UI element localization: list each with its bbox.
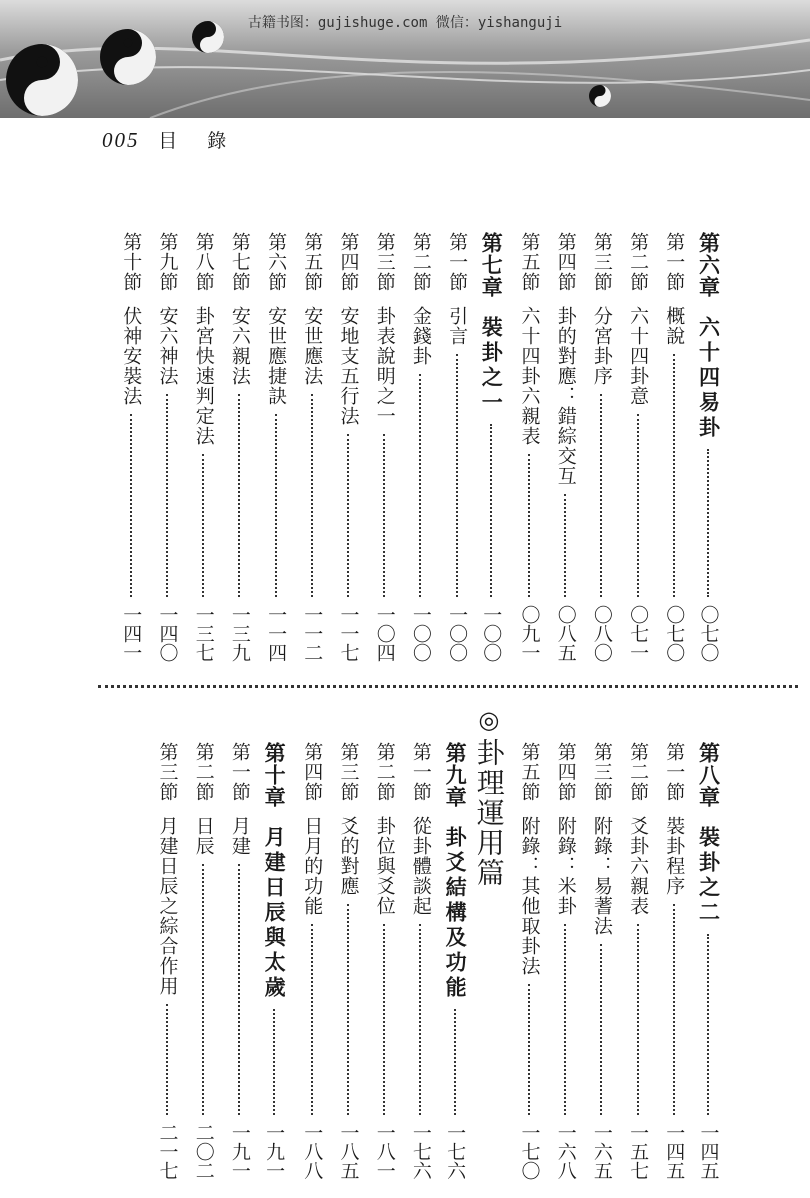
dot-leader (600, 394, 602, 597)
section-title: 六十四卦意 (627, 306, 650, 406)
dot-leader (564, 494, 566, 597)
page-ref: 一九一 (228, 1123, 251, 1180)
dot-leader (202, 864, 204, 1115)
page-ref: 〇七〇 (697, 605, 720, 662)
section-number: 第七節 (228, 232, 251, 292)
page-ref: 一四五 (663, 1123, 686, 1180)
page-ref: 二一七 (156, 1123, 179, 1180)
page-ref: 一九一 (263, 1123, 286, 1180)
dot-leader (166, 1004, 168, 1115)
section-title: 從卦體談起 (409, 816, 432, 916)
dot-leader (528, 454, 530, 597)
section-number: 第一節 (446, 232, 469, 292)
part-mark-icon: ◎ (474, 706, 503, 734)
toc-section-entry[interactable] (294, 232, 330, 662)
section-number: 第四節 (554, 742, 577, 802)
page-title: 目 錄 (158, 130, 239, 152)
page-ref: 一八八 (301, 1123, 324, 1180)
chapter-number: 第九章 (443, 742, 468, 808)
section-number: 第五節 (518, 742, 541, 802)
section-title: 卦宮快速判定法 (192, 306, 215, 446)
page-ref: 一三七 (192, 605, 215, 662)
dot-leader (673, 354, 675, 597)
toc-section-entry[interactable] (547, 232, 583, 662)
toc-chapter-entry[interactable] (688, 232, 728, 662)
section-title: 伏神安裝法 (120, 306, 143, 406)
section-title: 日辰 (192, 816, 215, 856)
dot-leader (564, 924, 566, 1115)
section-number: 第二節 (409, 232, 432, 292)
page-ref: 一六八 (554, 1123, 577, 1180)
section-number: 第三節 (337, 742, 360, 802)
page-ref: 一〇四 (373, 605, 396, 662)
section-number: 第四節 (337, 232, 360, 292)
page-ref: 〇七一 (627, 605, 650, 662)
toc-chapter-entry[interactable] (254, 742, 294, 1180)
toc-section-entry[interactable] (221, 742, 257, 1180)
page-ref: 〇九一 (518, 605, 541, 662)
page-ref: 一七〇 (518, 1123, 541, 1180)
toc-section-entry[interactable] (185, 232, 221, 662)
section-title: 安世應法 (301, 306, 324, 386)
toc-section-entry[interactable] (149, 232, 185, 662)
page-ref: 一四五 (697, 1123, 720, 1180)
page-ref: 一一二 (301, 605, 324, 662)
dot-leader (454, 1009, 456, 1115)
page-ref: 〇八〇 (590, 605, 613, 662)
toc-section-entry[interactable] (366, 232, 402, 662)
toc-section-entry[interactable] (113, 232, 149, 662)
section-title: 卦位與爻位 (373, 816, 396, 916)
toc-section-entry[interactable] (402, 232, 438, 662)
section-number: 第九節 (156, 232, 179, 292)
dot-leader (673, 904, 675, 1115)
section-title: 爻的對應 (337, 816, 360, 896)
section-number: 第四節 (301, 742, 324, 802)
dot-leader (311, 924, 313, 1115)
toc-section-entry[interactable] (439, 232, 475, 662)
dot-leader (273, 1009, 275, 1115)
dot-leader (528, 984, 530, 1115)
section-title: 附錄：其他取卦法 (518, 816, 541, 976)
dot-leader (490, 424, 492, 597)
toc-section-entry[interactable] (258, 232, 294, 662)
chapter-number: 第七章 (479, 232, 504, 298)
chapter-title: 月建日辰與太歲 (262, 826, 287, 1001)
toc-chapter-entry[interactable] (688, 742, 728, 1180)
section-number: 第三節 (373, 232, 396, 292)
page-ref: 一〇〇 (446, 605, 469, 662)
section-title: 分宮卦序 (590, 306, 613, 386)
section-number: 第一節 (663, 232, 686, 292)
page-ref: 一八五 (337, 1123, 360, 1180)
section-number: 第十節 (120, 232, 143, 292)
page-header (102, 126, 238, 153)
section-title: 引言 (446, 306, 469, 346)
dotted-separator (98, 685, 798, 688)
header-banner (0, 0, 810, 118)
toc-section-entry[interactable] (620, 742, 656, 1180)
toc-section-entry[interactable] (547, 742, 583, 1180)
dot-leader (419, 924, 421, 1115)
page-ref: 一六五 (590, 1123, 613, 1180)
watermark-text: 古籍书图：gujishuge.com 微信：yishanguji (247, 15, 563, 31)
section-number: 第一節 (663, 742, 686, 802)
page-ref: 一三九 (228, 605, 251, 662)
section-title: 爻卦六親表 (627, 816, 650, 916)
toc-section-entry[interactable] (583, 232, 619, 662)
section-title: 金錢卦 (409, 306, 432, 366)
dot-leader (130, 414, 132, 597)
page-ref: 一七六 (409, 1123, 432, 1180)
page-ref: 二〇二 (192, 1123, 215, 1180)
dot-leader (419, 374, 421, 597)
section-number: 第五節 (301, 232, 324, 292)
section-number: 第一節 (228, 742, 251, 802)
dot-leader (456, 354, 458, 597)
page-ref: 一〇〇 (409, 605, 432, 662)
page-ref: 〇七〇 (663, 605, 686, 662)
section-title: 安地支五行法 (337, 306, 360, 426)
page-ref: 一四一 (120, 605, 143, 662)
page-ref: 一五七 (627, 1123, 650, 1180)
chapter-title: 六十四易卦 (696, 316, 721, 441)
dot-leader (347, 904, 349, 1115)
toc-section-entry[interactable] (366, 742, 402, 1180)
section-title: 裝卦程序 (663, 816, 686, 896)
section-number: 第六節 (265, 232, 288, 292)
section-title: 附錄：易蓍法 (590, 816, 613, 936)
dot-leader (238, 864, 240, 1115)
chapter-number: 第八章 (696, 742, 721, 808)
section-number: 第一節 (409, 742, 432, 802)
section-number: 第二節 (373, 742, 396, 802)
dot-leader (238, 394, 240, 597)
section-title: 卦表說明之一 (373, 306, 396, 426)
page-ref: 一〇〇 (480, 605, 503, 662)
toc-section-entry[interactable] (185, 742, 221, 1180)
dot-leader (707, 934, 709, 1115)
page-ref: 一八一 (373, 1123, 396, 1180)
dot-leader (637, 414, 639, 597)
chapter-title: 裝卦之一 (479, 316, 504, 416)
toc-section-entry[interactable] (149, 742, 185, 1180)
page-ref: 一七六 (444, 1123, 467, 1180)
section-title: 月建 (228, 816, 251, 856)
toc-chapter-entry[interactable] (435, 742, 475, 1180)
section-title: 安六親法 (228, 306, 251, 386)
toc-section-entry[interactable] (221, 232, 257, 662)
section-title: 月建日辰之綜合作用 (156, 816, 179, 996)
section-title: 卦的對應：錯綜交互 (554, 306, 577, 486)
chapter-title: 裝卦之二 (696, 826, 721, 926)
section-number: 第五節 (518, 232, 541, 292)
dot-leader (383, 924, 385, 1115)
chapter-number: 第六章 (696, 232, 721, 298)
dot-leader (707, 449, 709, 597)
dot-leader (275, 414, 277, 597)
section-number: 第三節 (590, 742, 613, 802)
toc-section-entry[interactable] (656, 742, 692, 1180)
section-number: 第二節 (192, 742, 215, 802)
part-title: 卦理運用篇 (472, 738, 506, 888)
dot-leader (637, 924, 639, 1115)
page-number: 005 (102, 128, 140, 152)
section-title: 六十四卦六親表 (518, 306, 541, 446)
page-ref: 一一七 (337, 605, 360, 662)
toc-section-entry[interactable] (511, 232, 547, 662)
dot-leader (383, 434, 385, 597)
dot-leader (202, 454, 204, 597)
toc-chapter-entry[interactable] (471, 232, 511, 662)
dot-leader (600, 944, 602, 1115)
section-title: 安六神法 (156, 306, 179, 386)
section-number: 第二節 (627, 742, 650, 802)
page-ref: 一四〇 (156, 605, 179, 662)
dot-leader (166, 394, 168, 597)
toc-section-entry[interactable] (402, 742, 438, 1180)
chapter-title: 卦爻結構及功能 (443, 826, 468, 1001)
dot-leader (347, 434, 349, 597)
section-title: 日月的功能 (301, 816, 324, 916)
toc-section-entry[interactable] (330, 232, 366, 662)
page-ref: 〇八五 (554, 605, 577, 662)
toc-section-entry[interactable] (294, 742, 330, 1180)
toc-section-entry[interactable] (620, 232, 656, 662)
section-number: 第四節 (554, 232, 577, 292)
section-number: 第二節 (627, 232, 650, 292)
page-ref: 一一四 (265, 605, 288, 662)
section-number: 第八節 (192, 232, 215, 292)
chapter-number: 第十章 (262, 742, 287, 808)
toc-section-entry[interactable] (511, 742, 547, 1180)
section-number: 第三節 (590, 232, 613, 292)
toc-section-entry[interactable] (583, 742, 619, 1180)
toc-section-entry[interactable] (330, 742, 366, 1180)
toc-section-entry[interactable] (656, 232, 692, 662)
section-title: 安世應捷訣 (265, 306, 288, 406)
section-title: 概說 (663, 306, 686, 346)
section-title: 附錄：米卦 (554, 816, 577, 916)
dot-leader (311, 394, 313, 597)
section-number: 第三節 (156, 742, 179, 802)
